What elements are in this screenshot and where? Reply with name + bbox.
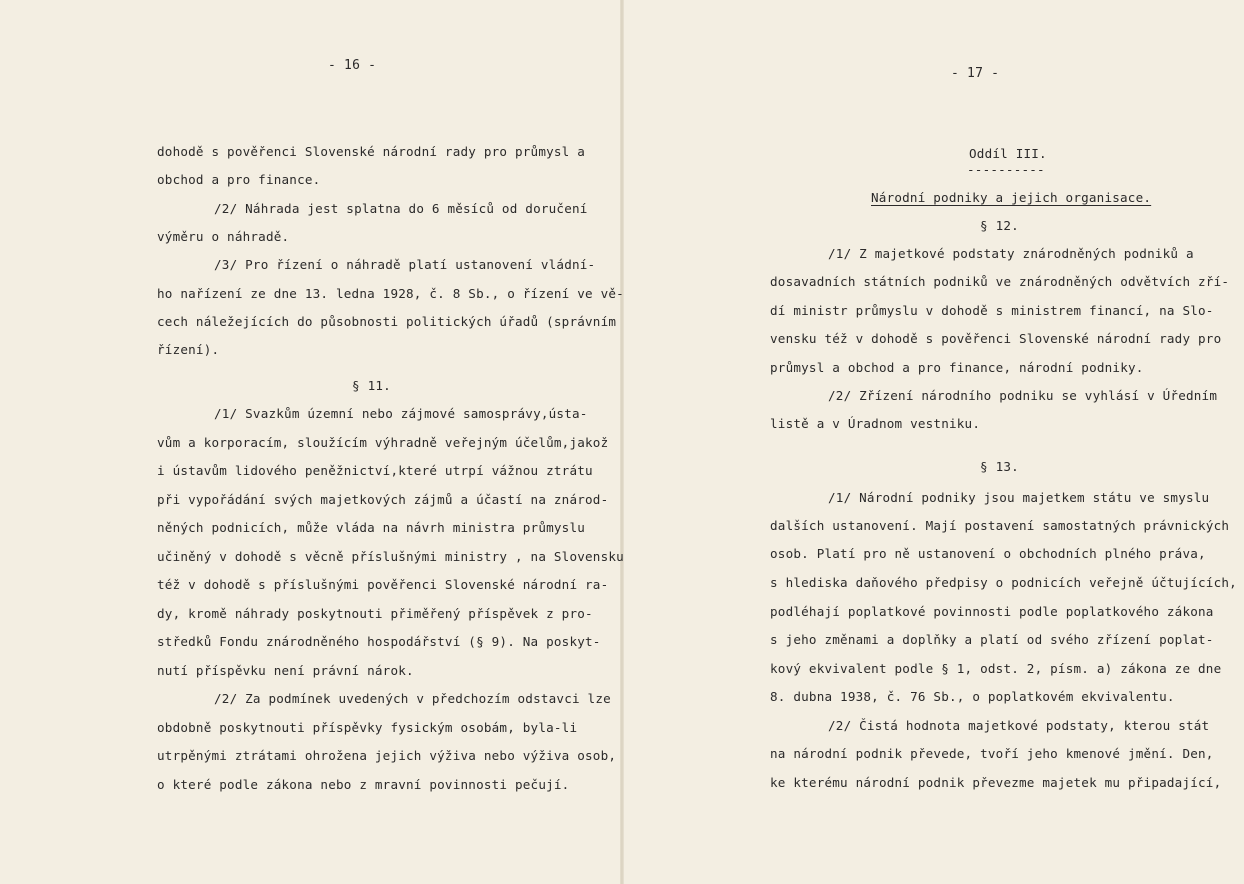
text-line: vům a korporacím, sloužícím výhradně veřejným účelům,jakož [157, 435, 609, 450]
text-line: dosavadních státních podniků ve znárodněných odvětvích zří- [770, 274, 1230, 289]
division-underline: ---------- [967, 162, 1045, 177]
page-number-right: - 17 - [951, 66, 1000, 81]
text-line: s jeho změnami a doplňky a platí od svého zřízení poplat- [770, 632, 1214, 647]
text-line: cech náležejících do působnosti politických úřadů (správním [157, 314, 617, 329]
text-line: s hlediska daňového předpisy o podnicích veřejně účtujících, [770, 575, 1237, 590]
text-line: podléhají poplatkové povinnosti podle poplatkového zákona [770, 604, 1214, 619]
text-line: ke kterému národní podnik převezme majetek mu připadající, [770, 775, 1222, 790]
text-line: dohodě s pověřenci Slovenské národní rady pro průmysl a [157, 144, 586, 159]
text-line: /2/ Zřízení národního podniku se vyhlásí v Úředním [828, 388, 1218, 403]
text-line: nutí příspěvku není právní nárok. [157, 663, 414, 678]
division-heading: Oddíl III. [969, 146, 1047, 161]
text-line: při vypořádání svých majetkových zájmů a účastí na znárod- [157, 492, 609, 507]
section-heading: § 11. [352, 378, 391, 393]
text-line: obchod a pro finance. [157, 172, 321, 187]
text-line: utrpěnými ztrátami ohrožena jejich výživa nebo výživa osob, [157, 748, 617, 763]
text-line: o které podle zákona nebo z mravní povinnosti pečují. [157, 777, 570, 792]
text-line: listě a v Úradnom vestniku. [770, 416, 981, 431]
text-line: /2/ Čistá hodnota majetkové podstaty, kterou stát [828, 718, 1210, 733]
text-line: řízení). [157, 342, 220, 357]
text-line: /1/ Národní podniky jsou majetkem státu ve smyslu [828, 490, 1210, 505]
text-line: osob. Platí pro ně ustanovení o obchodních plného práva, [770, 546, 1206, 561]
section-heading: § 12. [980, 218, 1019, 233]
text-line: též v dohodě s příslušnými pověřenci Slovenské národní ra- [157, 577, 609, 592]
page-number-left: - 16 - [328, 58, 377, 73]
text-line: /3/ Pro řízení o náhradě platí ustanovení vládní- [214, 257, 596, 272]
page-17 [624, 0, 1244, 884]
text-line: /1/ Svazkům územní nebo zájmové samosprávy,ústa- [214, 406, 588, 421]
text-line: něných podnicích, může vláda na návrh ministra průmyslu [157, 520, 586, 535]
text-line: vensku též v dohodě s pověřenci Slovenské národní rady pro [770, 331, 1222, 346]
text-line: na národní podnik převede, tvoří jeho kmenové jmění. Den, [770, 746, 1214, 761]
section-heading: § 13. [980, 459, 1019, 474]
text-line: kový ekvivalent podle § 1, odst. 2, písm. a) zákona ze dne [770, 661, 1222, 676]
text-line: dí ministr průmyslu v dohodě s ministrem financí, na Slo- [770, 303, 1214, 318]
text-line: /1/ Z majetkové podstaty znárodněných podniků a [828, 246, 1194, 261]
text-line: obdobně poskytnouti příspěvky fysickým osobám, byla-li [157, 720, 578, 735]
text-line: ho nařízení ze dne 13. ledna 1928, č. 8 Sb., o řízení ve vě- [157, 286, 624, 301]
division-title: Národní podniky a jejich organisace. [871, 190, 1152, 205]
text-line: učiněný v dohodě s věcně příslušnými ministry , na Slovensku [157, 549, 624, 564]
text-line: /2/ Náhrada jest splatna do 6 měsíců od doručení [214, 201, 588, 216]
text-line: výměru o náhradě. [157, 229, 290, 244]
text-line: i ústavům lidového peněžnictví,které utrpí vážnou ztrátu [157, 463, 593, 478]
text-line: /2/ Za podmínek uvedených v předchozím odstavci lze [214, 691, 611, 706]
text-line: 8. dubna 1938, č. 76 Sb., o poplatkovém ekvivalentu. [770, 689, 1175, 704]
text-line: dy, kromě náhrady poskytnouti přiměřený příspěvek z pro- [157, 606, 593, 621]
text-line: dalších ustanovení. Mají postavení samostatných právnických [770, 518, 1230, 533]
text-line: průmysl a obchod a pro finance, národní podniky. [770, 360, 1144, 375]
text-line: středků Fondu znárodněného hospodářství (§ 9). Na poskyt- [157, 634, 601, 649]
